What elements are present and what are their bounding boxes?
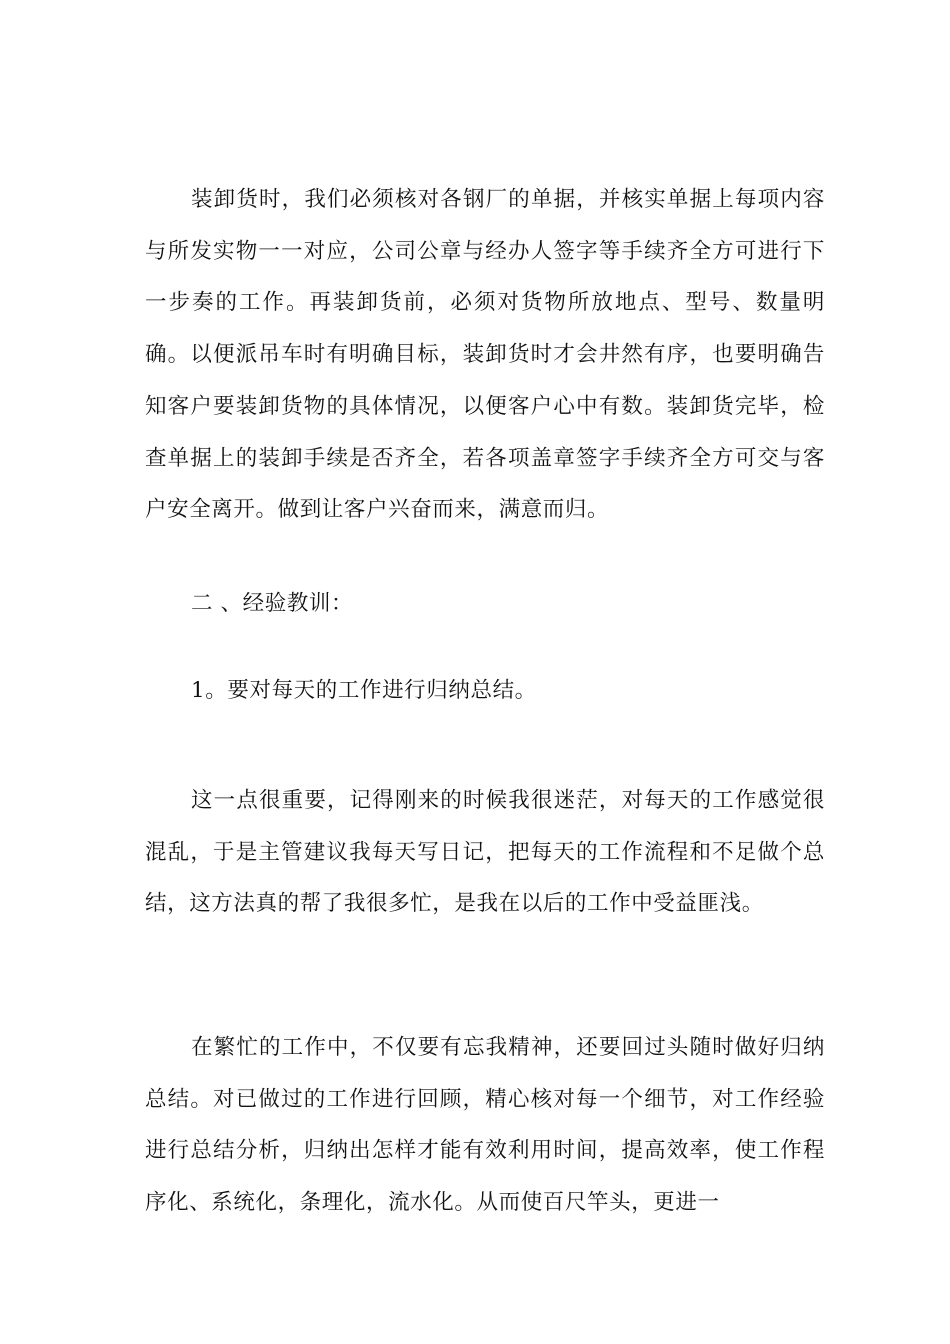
section-heading-lessons: 二 、经验教训： [191,591,354,616]
paragraph-busy-work-summary: 在繁忙的工作中，不仅要有忘我精神，还要回过头随时做好归纳总结。对已做过的工作进行回顾，精心核对每一个细节，对工作经验进行总结分析，归纳出怎样才能有效利用时间，提高效率，使工作程序化、系统化，条理化，流水化。从而使百尺竿头，更进一 [145,1035,825,1216]
paragraph-diary-advice: 这一点很重要，记得刚来的时候我很迷茫，对每天的工作感觉很混乱，于是主管建议我每天写日记，把每天的工作流程和不足做个总结，这方法真的帮了我很多忙，是我在以后的工作中受益匪浅。 [145,788,825,917]
list-item-daily-summary: 1。要对每天的工作进行归纳总结。 [191,678,537,703]
paragraph-unloading-procedure: 装卸货时，我们必须核对各钢厂的单据，并核实单据上每项内容与所发实物一一对应，公司公章与经办人签字等手续齐全方可进行下一步奏的工作。再装卸货前，必须对货物所放地点、型号、数量明确。以便派吊车时有明确目标，装卸货时才会井然有序，也要明确告知客户要装卸货物的具体情况，以便客户心中有数。装卸货完毕，检查单据上的装卸手续是否齐全，若各项盖章签字手续齐全方可交与客户安全离开。做到让客户兴奋而来，满意而归。 [145,187,825,523]
